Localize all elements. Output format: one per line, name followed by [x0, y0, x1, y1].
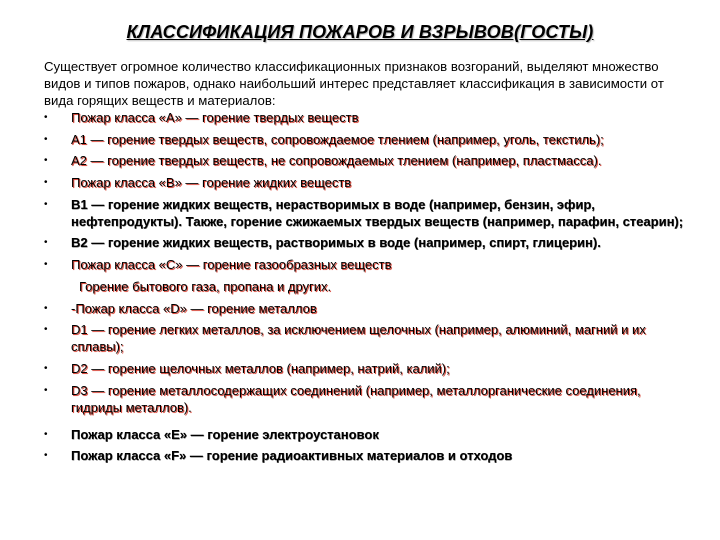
list-item-text: А2 — горение твердых веществ, не сопровождаемых тлением (например, пластмасса). [71, 153, 602, 169]
list-item-b2 [44, 234, 684, 251]
bullet-icon: • [44, 259, 48, 271]
bullet-icon: • [44, 133, 48, 145]
bullet-icon: • [44, 302, 48, 314]
list-item-text: Горение бытового газа, пропана и других. [79, 278, 332, 294]
list-item-class-b [44, 174, 684, 191]
list-item-text: Пожар класса «Е» — горение электроустановок [71, 426, 379, 442]
list-item-text: D1 — горение легких металлов, за исключением щелочных (например, алюминий, магний и их сплавы); [71, 322, 646, 355]
list-item-text: В1 — горение жидких веществ, нерастворимых в воде (например, бензин, эфир, нефтепродукты). Также, горение сжижаемых твердых веществ (например, парафин, стеарин); [71, 196, 684, 229]
bullet-icon: • [44, 237, 48, 249]
list-item-d1 [44, 321, 684, 355]
list-item-class-a [44, 109, 684, 126]
list-item-c-examples [44, 278, 684, 295]
list-item-class-e [44, 426, 684, 443]
list-item-text: А1 — горение твердых веществ, сопровождаемое тлением (например, уголь, текстиль); [71, 131, 604, 147]
list-item-d3 [44, 382, 684, 416]
list-item-text: Пожар класса «А» — горение твердых веществ [71, 110, 359, 125]
list-item-class-f [44, 447, 684, 464]
bullet-icon: • [44, 428, 48, 440]
list-item-text: D3 — горение металлосодержащих соединений (например, металлорганические соединения, гидриды металлов). [71, 382, 641, 415]
list-item-text: Пожар класса «В» — горение жидких веществ [71, 175, 352, 191]
list-item-text: Пожар класса «F» — горение радиоактивных материалов и отходов [71, 448, 513, 464]
list-item-text: Пожар класса «С» — горение газообразных веществ [71, 257, 392, 273]
bullet-icon: • [44, 450, 48, 462]
bullet-icon: • [44, 362, 48, 374]
bullet-icon: • [44, 384, 48, 396]
bullet-icon: • [44, 112, 48, 123]
bullet-icon: • [44, 155, 48, 167]
bullet-icon: • [44, 324, 48, 336]
bullet-icon: • [44, 177, 48, 189]
list-item-class-d [44, 300, 684, 317]
bullet-icon: • [44, 198, 48, 210]
page-title: КЛАССИФИКАЦИЯ ПОЖАРОВ И ВЗРЫВОВ(ГОСТЫ) [126, 22, 594, 42]
list-item-a2 [44, 152, 684, 169]
classification-list [44, 109, 684, 469]
list-item-d2 [44, 360, 684, 377]
intro-paragraph: Существует огромное количество классификационных признаков возгораний, выделяют множество видов и типов пожаров, однако наибольший интерес представляет классификация в зависимости от вида горящих веществ и материалов: [44, 59, 664, 108]
list-item-b1 [44, 196, 684, 230]
list-item-class-c [44, 256, 684, 273]
list-item-text: D2 — горение щелочных металлов (например, натрий, калий); [71, 360, 450, 376]
list-item-a1 [44, 131, 684, 148]
list-item-text: В2 — горение жидких веществ, растворимых в воде (например, спирт, глицерин). [71, 235, 601, 251]
list-item-text: -Пожар класса «D» — горение металлов [71, 300, 317, 316]
